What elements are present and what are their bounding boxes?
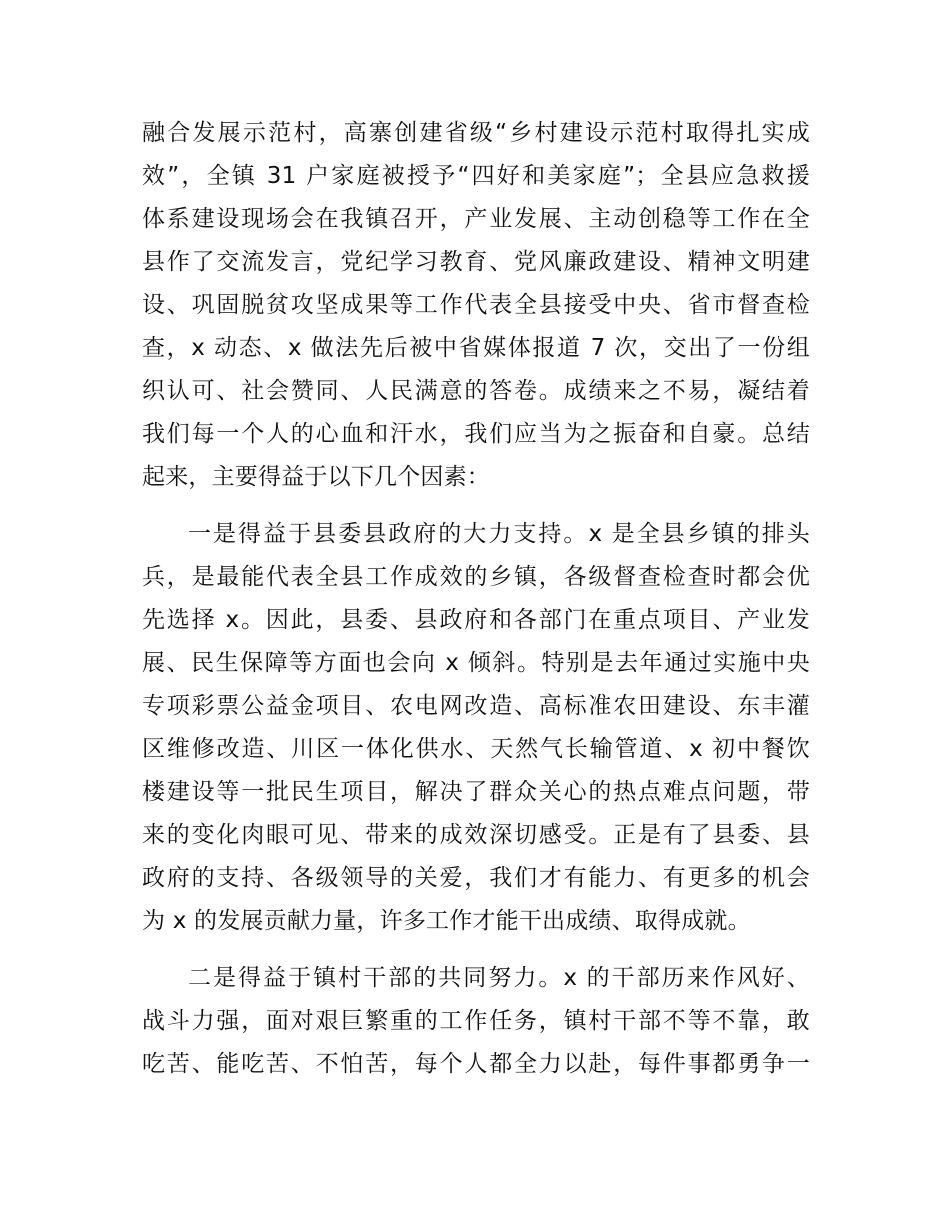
text-line: 兵，是最能代表全县工作成效的乡镇，各级督查检查时都会优 bbox=[142, 564, 810, 590]
paragraph-2 bbox=[142, 513, 810, 943]
paragraph-gap bbox=[142, 943, 810, 957]
paragraph-gap bbox=[142, 499, 810, 513]
text-line: 查，x 动态、x 做法先后被中省媒体报道 7 次，交出了一份组 bbox=[142, 335, 810, 361]
text-line: 体系建设现场会在我镇召开，产业发展、主动创稳等工作在全 bbox=[142, 206, 810, 232]
text-line: 先选择 x。因此，县委、县政府和各部门在重点项目、产业发 bbox=[142, 607, 810, 633]
text-line: 二是得益于镇村干部的共同努力。x 的干部历来作风好、 bbox=[188, 965, 810, 991]
paragraph-1 bbox=[142, 112, 810, 499]
document-body bbox=[142, 112, 810, 1086]
text-line: 织认可、社会赞同、人民满意的答卷。成绩来之不易，凝结着 bbox=[142, 378, 810, 404]
text-line: 吃苦、能吃苦、不怕苦，每个人都全力以赴，每件事都勇争一 bbox=[142, 1051, 810, 1077]
text-line: 一是得益于县委县政府的大力支持。x 是全县乡镇的排头 bbox=[188, 521, 810, 547]
text-line: 融合发展示范村，高寨创建省级“乡村建设示范村取得扎实成 bbox=[142, 120, 810, 146]
paragraph-3 bbox=[142, 957, 810, 1086]
text-line: 县作了交流发言，党纪学习教育、党风廉政建设、精神文明建 bbox=[142, 249, 810, 275]
text-line: 展、民生保障等方面也会向 x 倾斜。特别是去年通过实施中央 bbox=[142, 650, 810, 676]
text-line: 起来，主要得益于以下几个因素： bbox=[142, 464, 490, 490]
text-line: 专项彩票公益金项目、农电网改造、高标准农田建设、东丰灌 bbox=[142, 693, 810, 719]
text-line: 效”，全镇 31 户家庭被授予“四好和美家庭”；全县应急救援 bbox=[142, 163, 810, 189]
text-line: 战斗力强，面对艰巨繁重的工作任务，镇村干部不等不靠，敢 bbox=[142, 1008, 810, 1034]
text-line: 政府的支持、各级领导的关爱，我们才有能力、有更多的机会 bbox=[142, 865, 810, 891]
text-line: 楼建设等一批民生项目，解决了群众关心的热点难点问题，带 bbox=[142, 779, 810, 805]
text-line: 区维修改造、川区一体化供水、天然气长输管道、x 初中餐饮 bbox=[142, 736, 810, 762]
text-line: 我们每一个人的心血和汗水，我们应当为之振奋和自豪。总结 bbox=[142, 421, 810, 447]
text-line: 为 x 的发展贡献力量，许多工作才能干出成绩、取得成就。 bbox=[142, 908, 751, 934]
text-line: 来的变化肉眼可见、带来的成效深切感受。正是有了县委、县 bbox=[142, 822, 810, 848]
text-line: 设、巩固脱贫攻坚成果等工作代表全县接受中央、省市督查检 bbox=[142, 292, 810, 318]
